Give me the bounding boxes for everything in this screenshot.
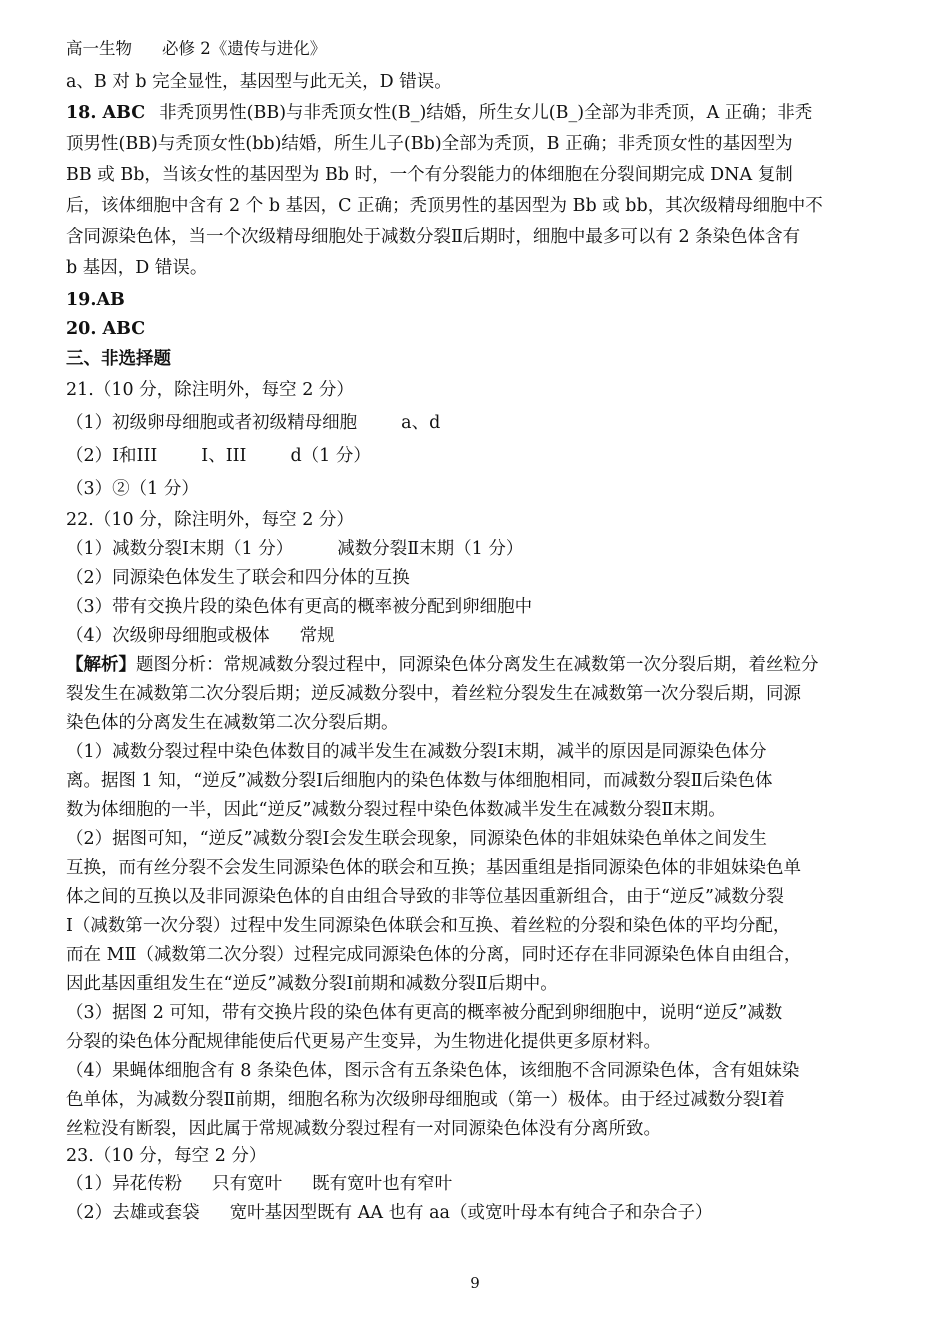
analysis-text: 题图分析：常规减数分裂过程中，同源染色体分离发生在减数第一次分裂后期，着丝粒分 [136, 655, 819, 675]
answer-19: 19.AB [66, 290, 125, 310]
text-line: 因此基因重组发生在“逆反”减数分裂Ⅰ前期和减数分裂Ⅱ后期中。 [66, 974, 558, 994]
analysis-line [66, 653, 884, 677]
answer-part: （2）去雄或套袋 [66, 1203, 200, 1223]
question-23-heading: 23.（10 分，每空 2 分） [66, 1146, 267, 1166]
answer-20: 20. ABC [66, 319, 146, 339]
text-line: 互换，而有丝分裂不会发生同源染色体的联会和互换；基因重组是指同源染色体的非姐妹染色单 [66, 858, 801, 878]
answer-part: 常规 [299, 626, 335, 646]
answer-22-4 [66, 624, 884, 648]
text-line: 顶男性(BB)与秃顶女性(bb)结婚，所生儿子(Bb)全部为秃顶，B 正确；非秃顶女性的基因型为 [66, 134, 793, 154]
answer-18-line [66, 101, 884, 125]
text-line: 含同源染色体，当一个次级精母细胞处于减数分裂Ⅱ后期时，细胞中最多可以有 2 条染色体含有 [66, 227, 801, 247]
text-line: （4）果蝇体细胞含有 8 条染色体，图示含有五条染色体，该细胞不含同源染色体，含有姐妹染 [66, 1061, 800, 1081]
text-line: 裂发生在减数第二次分裂后期；逆反减数分裂中，着丝粒分裂发生在减数第一次分裂后期，同源 [66, 684, 801, 704]
text-line: （3）据图 2 可知，带有交换片段的染色体有更高的概率被分配到卵细胞中，说明“逆反”减数 [66, 1003, 783, 1023]
text-line: 体之间的互换以及非同源染色体的自由组合导致的非等位基因重新组合，由于“逆反”减数分裂 [66, 887, 784, 907]
answer-22-1 [66, 537, 884, 561]
answer-21-3: （3）②（1 分） [66, 479, 199, 499]
question-21-heading: 21.（10 分，除注明外，每空 2 分） [66, 380, 354, 400]
answer-part: d（1 分） [290, 446, 371, 466]
question-22-heading: 22.（10 分，除注明外，每空 2 分） [66, 510, 354, 530]
text-line: （1）减数分裂过程中染色体数目的减半发生在减数分裂Ⅰ末期，减半的原因是同源染色体分 [66, 742, 767, 762]
text-line: 丝粒没有断裂，因此属于常规减数分裂过程有一对同源染色体没有分离所致。 [66, 1119, 661, 1139]
answer-18-number: 18. ABC [66, 103, 146, 123]
answer-part: （2）I和III [66, 446, 158, 466]
answer-part: 只有宽叶 [212, 1174, 283, 1194]
answer-22-3: （3）带有交换片段的染色体有更高的概率被分配到卵细胞中 [66, 597, 533, 617]
text-line: 而在 MⅡ（减数第二次分裂）过程完成同源染色体的分离，同时还存在非同源染色体自由组合， [66, 945, 802, 965]
text-line: （2）据图可知，“逆反”减数分裂Ⅰ会发生联会现象，同源染色体的非姐妹染色单体之间发生 [66, 829, 767, 849]
answer-part: （1）减数分裂Ⅰ末期（1 分） [66, 539, 294, 559]
answer-part: （1）初级卵母细胞或者初级精母细胞 [66, 413, 358, 433]
answer-21-1 [66, 411, 884, 435]
answer-23-1 [66, 1172, 884, 1196]
analysis-label: 【解析】 [66, 655, 136, 675]
section-heading: 三、非选择题 [66, 349, 171, 369]
answer-part: 既有宽叶也有窄叶 [312, 1174, 453, 1194]
answer-part: 宽叶基因型既有 AA 也有 aa（或宽叶母本有纯合子和杂合子） [229, 1203, 713, 1223]
answer-part: 减数分裂Ⅱ末期（1 分） [337, 539, 524, 559]
answer-part: （4）次级卵母细胞或极体 [66, 626, 270, 646]
text-line: 后，该体细胞中含有 2 个 b 基因，C 正确；秃顶男性的基因型为 Bb 或 bb，其次级精母细胞中不 [66, 196, 823, 216]
text-line: 染色体的分离发生在减数第二次分裂后期。 [66, 713, 399, 733]
answer-18-text: 非秃顶男性(BB)与非秃顶女性(B_)结婚，所生女儿(B_)全部为非秃顶，A 正确；非秃 [159, 103, 813, 123]
text-line: BB 或 Bb，当该女性的基因型为 Bb 时，一个有分裂能力的体细胞在分裂间期完成 DNA 复制 [66, 165, 793, 185]
text-line: a、B 对 b 完全显性，基因型与此无关，D 错误。 [66, 72, 452, 92]
text-line: Ⅰ（减数第一次分裂）过程中发生同源染色体联会和互换、着丝粒的分裂和染色体的平均分配， [66, 916, 791, 936]
answer-part: a、d [401, 413, 441, 433]
text-line: b 基因，D 错误。 [66, 258, 208, 278]
answer-part: （1）异花传粉 [66, 1174, 183, 1194]
answer-21-2 [66, 444, 884, 468]
answer-22-2: （2）同源染色体发生了联会和四分体的互换 [66, 568, 410, 588]
text-line: 数为体细胞的一半，因此“逆反”减数分裂过程中染色体数减半发生在减数分裂Ⅱ末期。 [66, 800, 726, 820]
page-number: 9 [470, 1274, 480, 1292]
text-line: 离。据图 1 知，“逆反”减数分裂Ⅰ后细胞内的染色体数与体细胞相同，而减数分裂Ⅱ后染色体 [66, 771, 773, 791]
header-book: 必修 2《遗传与进化》 [162, 39, 327, 58]
answer-23-2 [66, 1201, 884, 1225]
answer-part: I、III [201, 446, 247, 466]
text-line: 分裂的染色体分配规律能使后代更易产生变异，为生物进化提供更多原材料。 [66, 1032, 661, 1052]
page-header [66, 37, 884, 61]
header-course: 高一生物 [66, 39, 132, 58]
text-line: 色单体，为减数分裂Ⅱ前期，细胞名称为次级卵母细胞或（第一）极体。由于经过减数分裂Ⅰ着 [66, 1090, 785, 1110]
